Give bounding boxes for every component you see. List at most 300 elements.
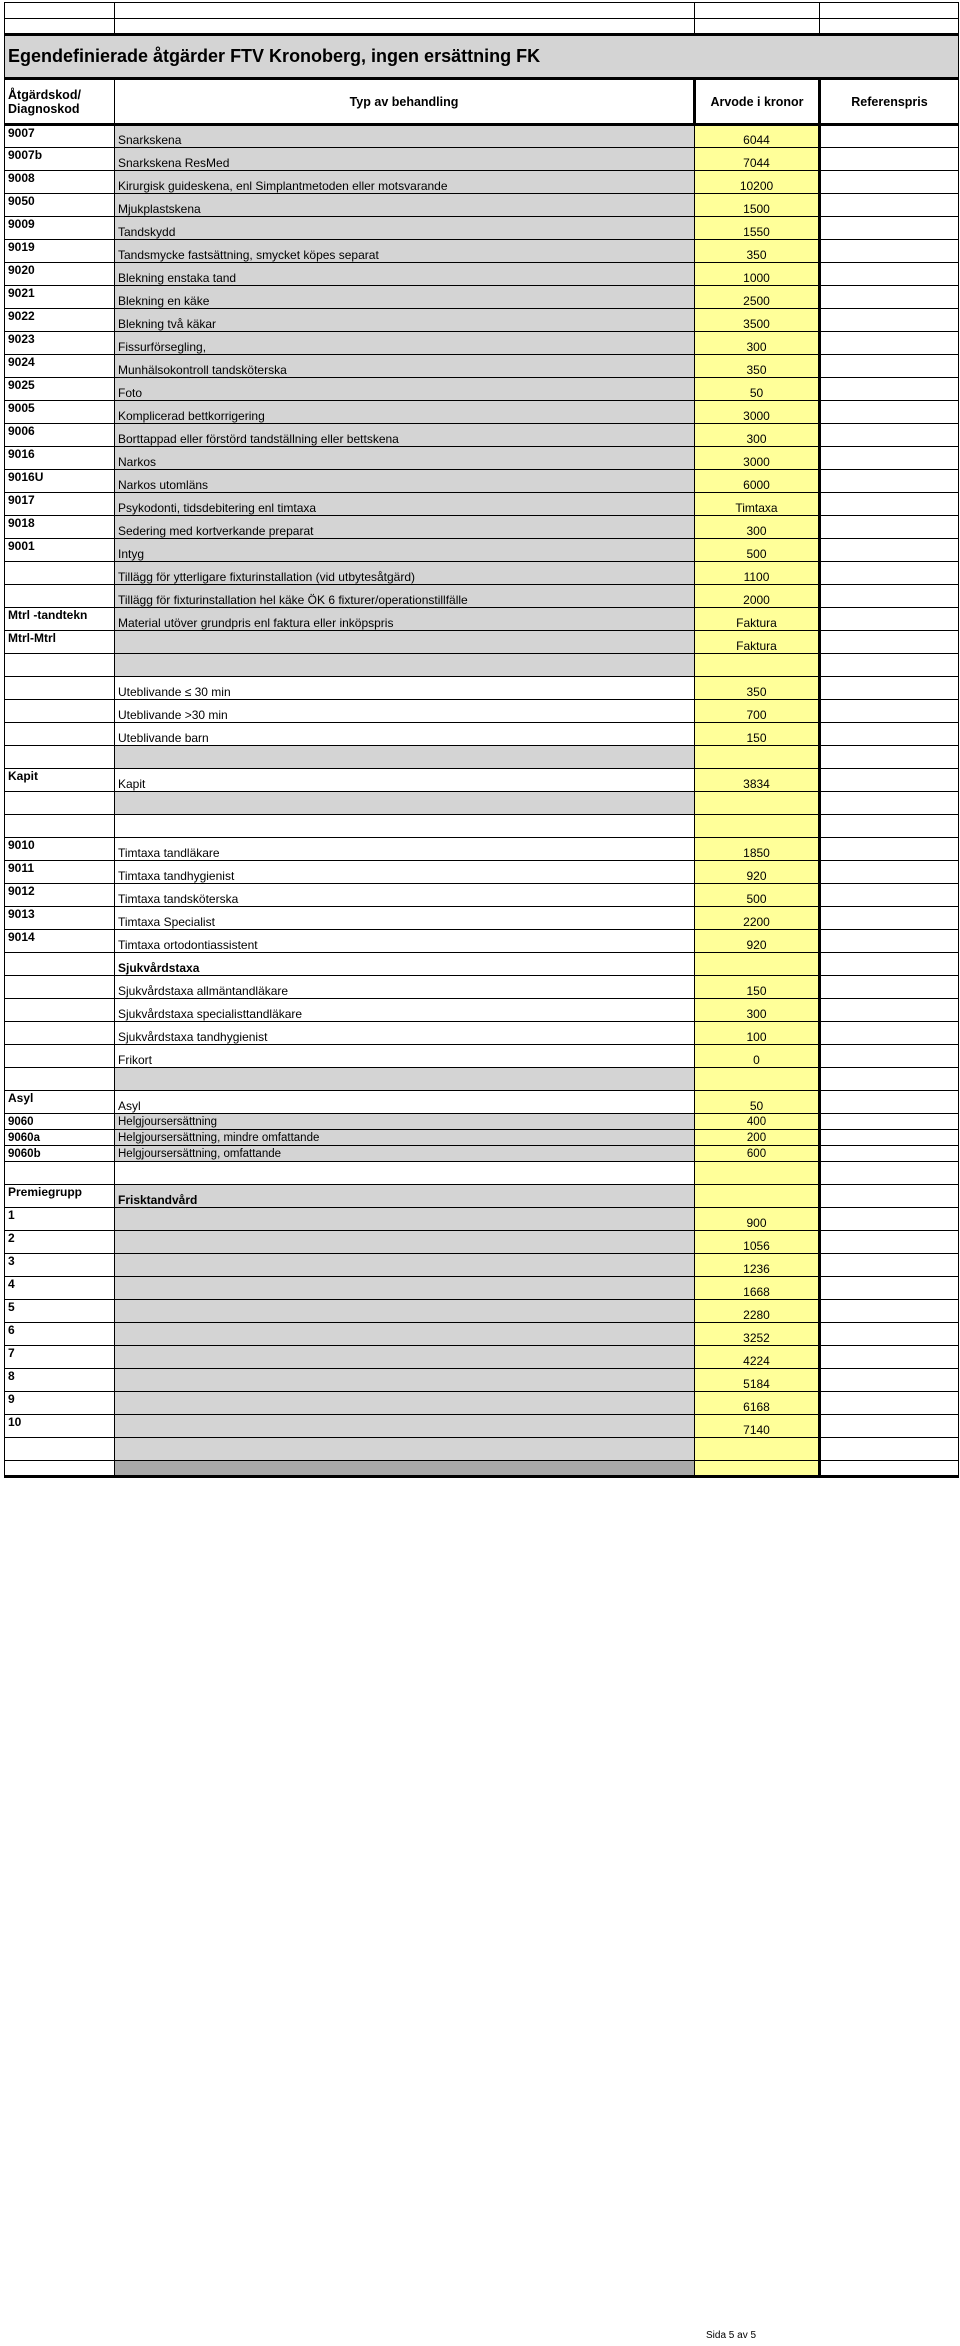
table-row — [5, 1045, 959, 1068]
row-fee: 2200 — [695, 907, 820, 930]
row-code: 7 — [5, 1346, 115, 1369]
table-row — [5, 1277, 959, 1300]
row-code — [5, 585, 115, 608]
row-reference-price — [820, 838, 959, 861]
row-code: 8 — [5, 1369, 115, 1392]
row-fee: 2000 — [695, 585, 820, 608]
table-row — [5, 838, 959, 861]
row-fee: 50 — [695, 378, 820, 401]
row-code: Mtrl -tandtekn — [5, 608, 115, 631]
table-row — [5, 631, 959, 654]
row-reference-price — [820, 723, 959, 746]
row-code: 9011 — [5, 861, 115, 884]
row-code: 9023 — [5, 332, 115, 355]
table-row — [5, 930, 959, 953]
row-fee: 1550 — [695, 217, 820, 240]
row-fee: 200 — [695, 1130, 820, 1146]
row-fee: 50 — [695, 1091, 820, 1114]
row-fee: Timtaxa — [695, 493, 820, 516]
row-description: Sedering med kortverkande preparat — [115, 516, 695, 539]
row-fee: 1850 — [695, 838, 820, 861]
row-fee: 10200 — [695, 171, 820, 194]
row-reference-price — [820, 631, 959, 654]
row-fee — [695, 1162, 820, 1185]
row-reference-price — [820, 585, 959, 608]
row-reference-price — [820, 286, 959, 309]
row-reference-price — [820, 1369, 959, 1392]
row-description: Helgjoursersättning, mindre omfattande — [115, 1130, 695, 1146]
row-description: Tandsmycke fastsättning, smycket köpes separat — [115, 240, 695, 263]
row-fee: 920 — [695, 861, 820, 884]
row-fee: 400 — [695, 1114, 820, 1130]
row-reference-price — [820, 309, 959, 332]
row-reference-price — [820, 1130, 959, 1146]
row-fee: 350 — [695, 240, 820, 263]
row-reference-price — [820, 700, 959, 723]
table-row — [5, 677, 959, 700]
row-reference-price — [820, 792, 959, 815]
row-description: Timtaxa tandhygienist — [115, 861, 695, 884]
row-code: 9017 — [5, 493, 115, 516]
table-row — [5, 723, 959, 746]
row-code: 9007 — [5, 125, 115, 148]
row-fee: 7140 — [695, 1415, 820, 1438]
table-row — [5, 953, 959, 976]
row-description — [115, 1208, 695, 1231]
row-fee: 6168 — [695, 1392, 820, 1415]
table-row — [5, 861, 959, 884]
row-code — [5, 562, 115, 585]
row-code: 9016U — [5, 470, 115, 493]
table-row — [5, 907, 959, 930]
row-fee: 2280 — [695, 1300, 820, 1323]
row-description: Blekning en käke — [115, 286, 695, 309]
row-description: Helgjoursersättning, omfattande — [115, 1146, 695, 1162]
row-code — [5, 1068, 115, 1091]
row-description — [115, 1323, 695, 1346]
row-fee: 900 — [695, 1208, 820, 1231]
table-row — [5, 999, 959, 1022]
table-row — [5, 424, 959, 447]
row-description — [115, 1438, 695, 1461]
header-code-line2: Diagnoskod — [8, 101, 80, 116]
header-row — [5, 79, 959, 125]
table-row — [5, 171, 959, 194]
table-row — [5, 585, 959, 608]
price-table-body — [5, 3, 959, 1477]
row-description: Timtaxa tandsköterska — [115, 884, 695, 907]
row-reference-price — [820, 1208, 959, 1231]
table-row — [5, 1185, 959, 1208]
row-description — [115, 815, 695, 838]
row-description: Frikort — [115, 1045, 695, 1068]
row-fee: 1500 — [695, 194, 820, 217]
row-fee: 2500 — [695, 286, 820, 309]
header-treatment: Typ av behandling — [115, 79, 695, 125]
row-code: 2 — [5, 1231, 115, 1254]
row-fee: 920 — [695, 930, 820, 953]
row-reference-price — [820, 1300, 959, 1323]
row-code: Asyl — [5, 1091, 115, 1114]
row-reference-price — [820, 746, 959, 769]
row-code — [5, 746, 115, 769]
row-code: 9010 — [5, 838, 115, 861]
row-code: Kapit — [5, 769, 115, 792]
row-reference-price — [820, 815, 959, 838]
row-code: 9025 — [5, 378, 115, 401]
row-reference-price — [820, 1323, 959, 1346]
row-reference-price — [820, 976, 959, 999]
row-description — [115, 1162, 695, 1185]
table-row — [5, 332, 959, 355]
row-description: Blekning enstaka tand — [115, 263, 695, 286]
row-fee: Faktura — [695, 631, 820, 654]
row-code: 9008 — [5, 171, 115, 194]
row-description — [115, 1346, 695, 1369]
row-reference-price — [820, 999, 959, 1022]
table-row — [5, 539, 959, 562]
row-fee: 1668 — [695, 1277, 820, 1300]
row-fee: 3834 — [695, 769, 820, 792]
row-description: Sjukvårdstaxa allmäntandläkare — [115, 976, 695, 999]
price-sheet — [4, 2, 958, 1478]
row-description — [115, 1415, 695, 1438]
row-reference-price — [820, 470, 959, 493]
row-fee: 6000 — [695, 470, 820, 493]
table-row — [5, 562, 959, 585]
row-code — [5, 654, 115, 677]
row-fee: 1056 — [695, 1231, 820, 1254]
row-code: 9060b — [5, 1146, 115, 1162]
table-row — [5, 516, 959, 539]
table-row — [5, 608, 959, 631]
row-code — [5, 1162, 115, 1185]
table-row — [5, 470, 959, 493]
row-description: Snarkskena — [115, 125, 695, 148]
row-reference-price — [820, 608, 959, 631]
row-fee: 6044 — [695, 125, 820, 148]
row-code — [5, 677, 115, 700]
spacer-row — [5, 1068, 959, 1091]
table-row — [5, 309, 959, 332]
row-fee: 500 — [695, 884, 820, 907]
row-code: Premiegrupp — [5, 1185, 115, 1208]
row-code: 9005 — [5, 401, 115, 424]
row-reference-price — [820, 861, 959, 884]
table-row — [5, 194, 959, 217]
row-reference-price — [820, 562, 959, 585]
row-fee: 300 — [695, 424, 820, 447]
row-fee — [695, 1438, 820, 1461]
row-reference-price — [820, 1162, 959, 1185]
row-reference-price — [820, 355, 959, 378]
row-code: 9060 — [5, 1114, 115, 1130]
row-code — [5, 1022, 115, 1045]
table-row — [5, 240, 959, 263]
row-description: Asyl — [115, 1091, 695, 1114]
row-code: 9022 — [5, 309, 115, 332]
row-fee: 700 — [695, 700, 820, 723]
row-reference-price — [820, 1022, 959, 1045]
row-description: Kapit — [115, 769, 695, 792]
table-row — [5, 1392, 959, 1415]
row-code: 9012 — [5, 884, 115, 907]
table-row — [5, 1369, 959, 1392]
row-description: Helgjoursersättning — [115, 1114, 695, 1130]
row-description: Uteblivande >30 min — [115, 700, 695, 723]
table-row — [5, 1323, 959, 1346]
header-ref: Referenspris — [820, 79, 959, 125]
row-description: Munhälsokontroll tandsköterska — [115, 355, 695, 378]
row-description — [115, 1231, 695, 1254]
price-table — [4, 2, 959, 1478]
row-reference-price — [820, 401, 959, 424]
row-code — [5, 953, 115, 976]
row-description: Timtaxa Specialist — [115, 907, 695, 930]
row-description: Narkos — [115, 447, 695, 470]
row-description: Intyg — [115, 539, 695, 562]
row-description: Fissurförsegling, — [115, 332, 695, 355]
row-reference-price — [820, 194, 959, 217]
row-description — [115, 1392, 695, 1415]
row-reference-price — [820, 516, 959, 539]
row-code: 9060a — [5, 1130, 115, 1146]
table-row — [5, 1415, 959, 1438]
row-fee — [695, 953, 820, 976]
row-fee: 0 — [695, 1045, 820, 1068]
row-description — [115, 1300, 695, 1323]
row-description: Foto — [115, 378, 695, 401]
table-row — [5, 286, 959, 309]
row-fee: 1236 — [695, 1254, 820, 1277]
spacer-row — [5, 1438, 959, 1461]
row-reference-price — [820, 930, 959, 953]
table-row — [5, 1231, 959, 1254]
table-row — [5, 355, 959, 378]
row-reference-price — [820, 1045, 959, 1068]
row-code — [5, 999, 115, 1022]
table-row — [5, 493, 959, 516]
row-description: Mjukplastskena — [115, 194, 695, 217]
row-reference-price — [820, 1114, 959, 1130]
table-row — [5, 125, 959, 148]
row-fee — [695, 654, 820, 677]
title-row — [5, 35, 959, 79]
row-reference-price — [820, 1254, 959, 1277]
row-reference-price — [820, 1091, 959, 1114]
row-fee — [695, 1068, 820, 1091]
table-row — [5, 1254, 959, 1277]
row-reference-price — [820, 240, 959, 263]
row-reference-price — [820, 171, 959, 194]
row-description — [115, 792, 695, 815]
row-description — [115, 1068, 695, 1091]
row-fee: 3000 — [695, 447, 820, 470]
row-description: Frisktandvård — [115, 1185, 695, 1208]
row-fee: 500 — [695, 539, 820, 562]
row-fee — [695, 792, 820, 815]
row-reference-price — [820, 677, 959, 700]
row-fee: 3000 — [695, 401, 820, 424]
row-description — [115, 1277, 695, 1300]
row-fee: 3500 — [695, 309, 820, 332]
row-fee: 300 — [695, 999, 820, 1022]
row-fee: 150 — [695, 976, 820, 999]
row-reference-price — [820, 1461, 959, 1477]
row-description — [115, 654, 695, 677]
row-reference-price — [820, 1392, 959, 1415]
row-description — [115, 1369, 695, 1392]
row-description: Tillägg för ytterligare fixturinstallation (vid utbytesåtgärd) — [115, 562, 695, 585]
row-reference-price — [820, 539, 959, 562]
row-code — [5, 976, 115, 999]
row-code: 9019 — [5, 240, 115, 263]
table-row — [5, 217, 959, 240]
row-code: 9020 — [5, 263, 115, 286]
row-description: Borttappad eller förstörd tandställning eller bettskena — [115, 424, 695, 447]
row-reference-price — [820, 953, 959, 976]
row-code: 9016 — [5, 447, 115, 470]
table-row — [5, 263, 959, 286]
row-code: 9 — [5, 1392, 115, 1415]
row-reference-price — [820, 1146, 959, 1162]
row-fee: 150 — [695, 723, 820, 746]
table-row — [5, 378, 959, 401]
row-code: 9024 — [5, 355, 115, 378]
row-fee: 100 — [695, 1022, 820, 1045]
row-fee — [695, 815, 820, 838]
row-description: Timtaxa ortodontiassistent — [115, 930, 695, 953]
row-description — [115, 1254, 695, 1277]
row-fee: 1000 — [695, 263, 820, 286]
row-code: 5 — [5, 1300, 115, 1323]
row-description — [115, 1461, 695, 1477]
row-fee: 600 — [695, 1146, 820, 1162]
table-row — [5, 401, 959, 424]
row-code: Mtrl-Mtrl — [5, 631, 115, 654]
row-fee: 3252 — [695, 1323, 820, 1346]
row-fee — [695, 1185, 820, 1208]
table-row — [5, 1022, 959, 1045]
row-reference-price — [820, 1438, 959, 1461]
row-description: Kirurgisk guideskena, enl Simplantmetoden eller motsvarande — [115, 171, 695, 194]
row-code: 4 — [5, 1277, 115, 1300]
table-row — [5, 1208, 959, 1231]
row-fee: 1100 — [695, 562, 820, 585]
row-description: Narkos utomläns — [115, 470, 695, 493]
top-blank-row — [5, 3, 959, 19]
row-fee: 350 — [695, 355, 820, 378]
spacer-row — [5, 654, 959, 677]
table-row — [5, 1114, 959, 1130]
row-code — [5, 1461, 115, 1477]
row-code: 9018 — [5, 516, 115, 539]
row-fee: 300 — [695, 516, 820, 539]
row-code — [5, 792, 115, 815]
table-row — [5, 1091, 959, 1114]
row-description: Sjukvårdstaxa specialisttandläkare — [115, 999, 695, 1022]
row-description — [115, 746, 695, 769]
row-fee: 5184 — [695, 1369, 820, 1392]
row-code — [5, 1045, 115, 1068]
row-reference-price — [820, 1277, 959, 1300]
table-row — [5, 769, 959, 792]
row-reference-price — [820, 1231, 959, 1254]
row-code: 9001 — [5, 539, 115, 562]
row-description: Sjukvårdstaxa tandhygienist — [115, 1022, 695, 1045]
row-code: 6 — [5, 1323, 115, 1346]
row-reference-price — [820, 1185, 959, 1208]
table-row — [5, 1130, 959, 1146]
row-reference-price — [820, 447, 959, 470]
row-code — [5, 700, 115, 723]
row-fee: 7044 — [695, 148, 820, 171]
table-row — [5, 1346, 959, 1369]
row-code: 3 — [5, 1254, 115, 1277]
table-row — [5, 884, 959, 907]
row-code: 9021 — [5, 286, 115, 309]
row-reference-price — [820, 1068, 959, 1091]
page-title: Egendefinierade åtgärder FTV Kronoberg, ingen ersättning FK — [5, 35, 959, 79]
table-row — [5, 148, 959, 171]
row-reference-price — [820, 424, 959, 447]
row-description: Tillägg för fixturinstallation hel käke ÖK 6 fixturer/operationstillfälle — [115, 585, 695, 608]
row-reference-price — [820, 332, 959, 355]
row-code: 9013 — [5, 907, 115, 930]
row-reference-price — [820, 1415, 959, 1438]
row-reference-price — [820, 493, 959, 516]
header-code — [5, 79, 115, 125]
row-code: 10 — [5, 1415, 115, 1438]
row-code: 9006 — [5, 424, 115, 447]
row-code: 9050 — [5, 194, 115, 217]
spacer-row — [5, 792, 959, 815]
row-reference-price — [820, 769, 959, 792]
table-row — [5, 447, 959, 470]
row-code: 9009 — [5, 217, 115, 240]
row-fee: 300 — [695, 332, 820, 355]
table-row — [5, 1300, 959, 1323]
row-code: 1 — [5, 1208, 115, 1231]
table-row — [5, 976, 959, 999]
row-fee — [695, 746, 820, 769]
row-code — [5, 815, 115, 838]
row-reference-price — [820, 148, 959, 171]
row-description — [115, 631, 695, 654]
row-reference-price — [820, 907, 959, 930]
row-description: Uteblivande barn — [115, 723, 695, 746]
row-reference-price — [820, 884, 959, 907]
row-description: Blekning två käkar — [115, 309, 695, 332]
row-code: 9007b — [5, 148, 115, 171]
row-description: Tandskydd — [115, 217, 695, 240]
row-fee — [695, 1461, 820, 1477]
row-fee: 4224 — [695, 1346, 820, 1369]
row-code — [5, 1438, 115, 1461]
row-reference-price — [820, 125, 959, 148]
row-reference-price — [820, 263, 959, 286]
row-fee: 350 — [695, 677, 820, 700]
row-description: Uteblivande ≤ 30 min — [115, 677, 695, 700]
table-row — [5, 700, 959, 723]
spacer-row — [5, 1162, 959, 1185]
spacer-row — [5, 815, 959, 838]
row-reference-price — [820, 378, 959, 401]
header-fee: Arvode i kronor — [695, 79, 820, 125]
row-reference-price — [820, 1346, 959, 1369]
row-fee: Faktura — [695, 608, 820, 631]
row-description: Timtaxa tandläkare — [115, 838, 695, 861]
